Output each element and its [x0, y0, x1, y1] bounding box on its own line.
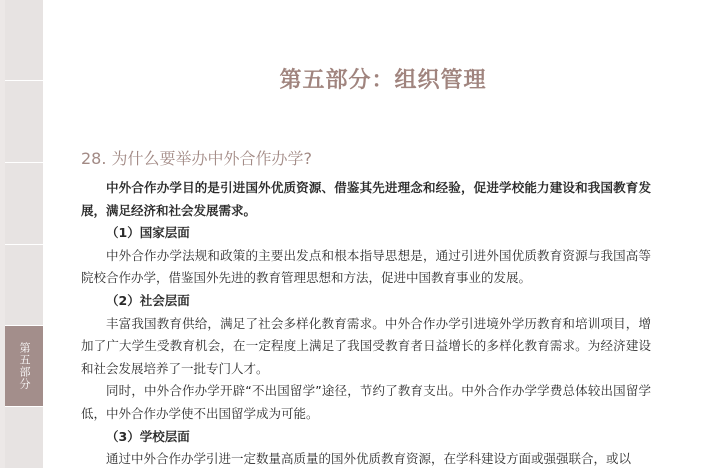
section-heading-national: （1）国家层面: [106, 225, 190, 241]
paragraph-national: 中外合作办学法规和政策的主要出发点和根本指导思想是，通过引进外国优质教育资源与我国高等院校合作办学，借鉴国外先进的教育管理思想和方法，促进中国教育事业的发展。: [81, 247, 651, 286]
side-tab-part5-label: 第五部分: [18, 342, 31, 390]
side-tab-6[interactable]: [5, 407, 43, 469]
side-tab-1[interactable]: [5, 0, 43, 81]
section-heading-school: （3）学校层面: [106, 428, 190, 444]
lead-paragraph: 中外合作办学目的是引进国外优质资源、借鉴其先进理念和经验，促进学校能力建设和我国教育发展，满足经济和社会发展需求。: [81, 180, 651, 218]
section-heading-social: （2）社会层面: [106, 292, 190, 308]
side-tab-part5[interactable]: [5, 326, 43, 407]
side-tab-2[interactable]: [5, 81, 43, 163]
side-tab-bar: [0, 0, 43, 468]
paragraph-social-2: 同时，中外合作办学开辟“不出国留学”途径，节约了教育支出。中外合作办学学费总体较出国留学低，中外合作办学使不出国留学成为可能。: [81, 383, 651, 421]
side-tab-3[interactable]: [5, 163, 43, 245]
paragraph-school: 通过中外合作办学引进一定数量高质量的国外优质教育资源，在学科建设方面或强强联合，或以: [106, 451, 632, 467]
question-heading: 28. 为什么要举办中外合作办学?: [81, 149, 313, 168]
side-tab-4[interactable]: [5, 245, 43, 326]
page-title: 第五部分：组织管理: [279, 68, 487, 93]
paragraph-social-1: 丰富我国教育供给，满足了社会多样化教育需求。中外合作办学引进境外学历教育和培训项目，增加了广大学生受教育机会，在一定程度上满足了我国受教育者日益增长的多样化教育需求。为经济建设和社会发展培养了一批专门人才。: [81, 315, 651, 376]
answer-body: [81, 177, 651, 471]
